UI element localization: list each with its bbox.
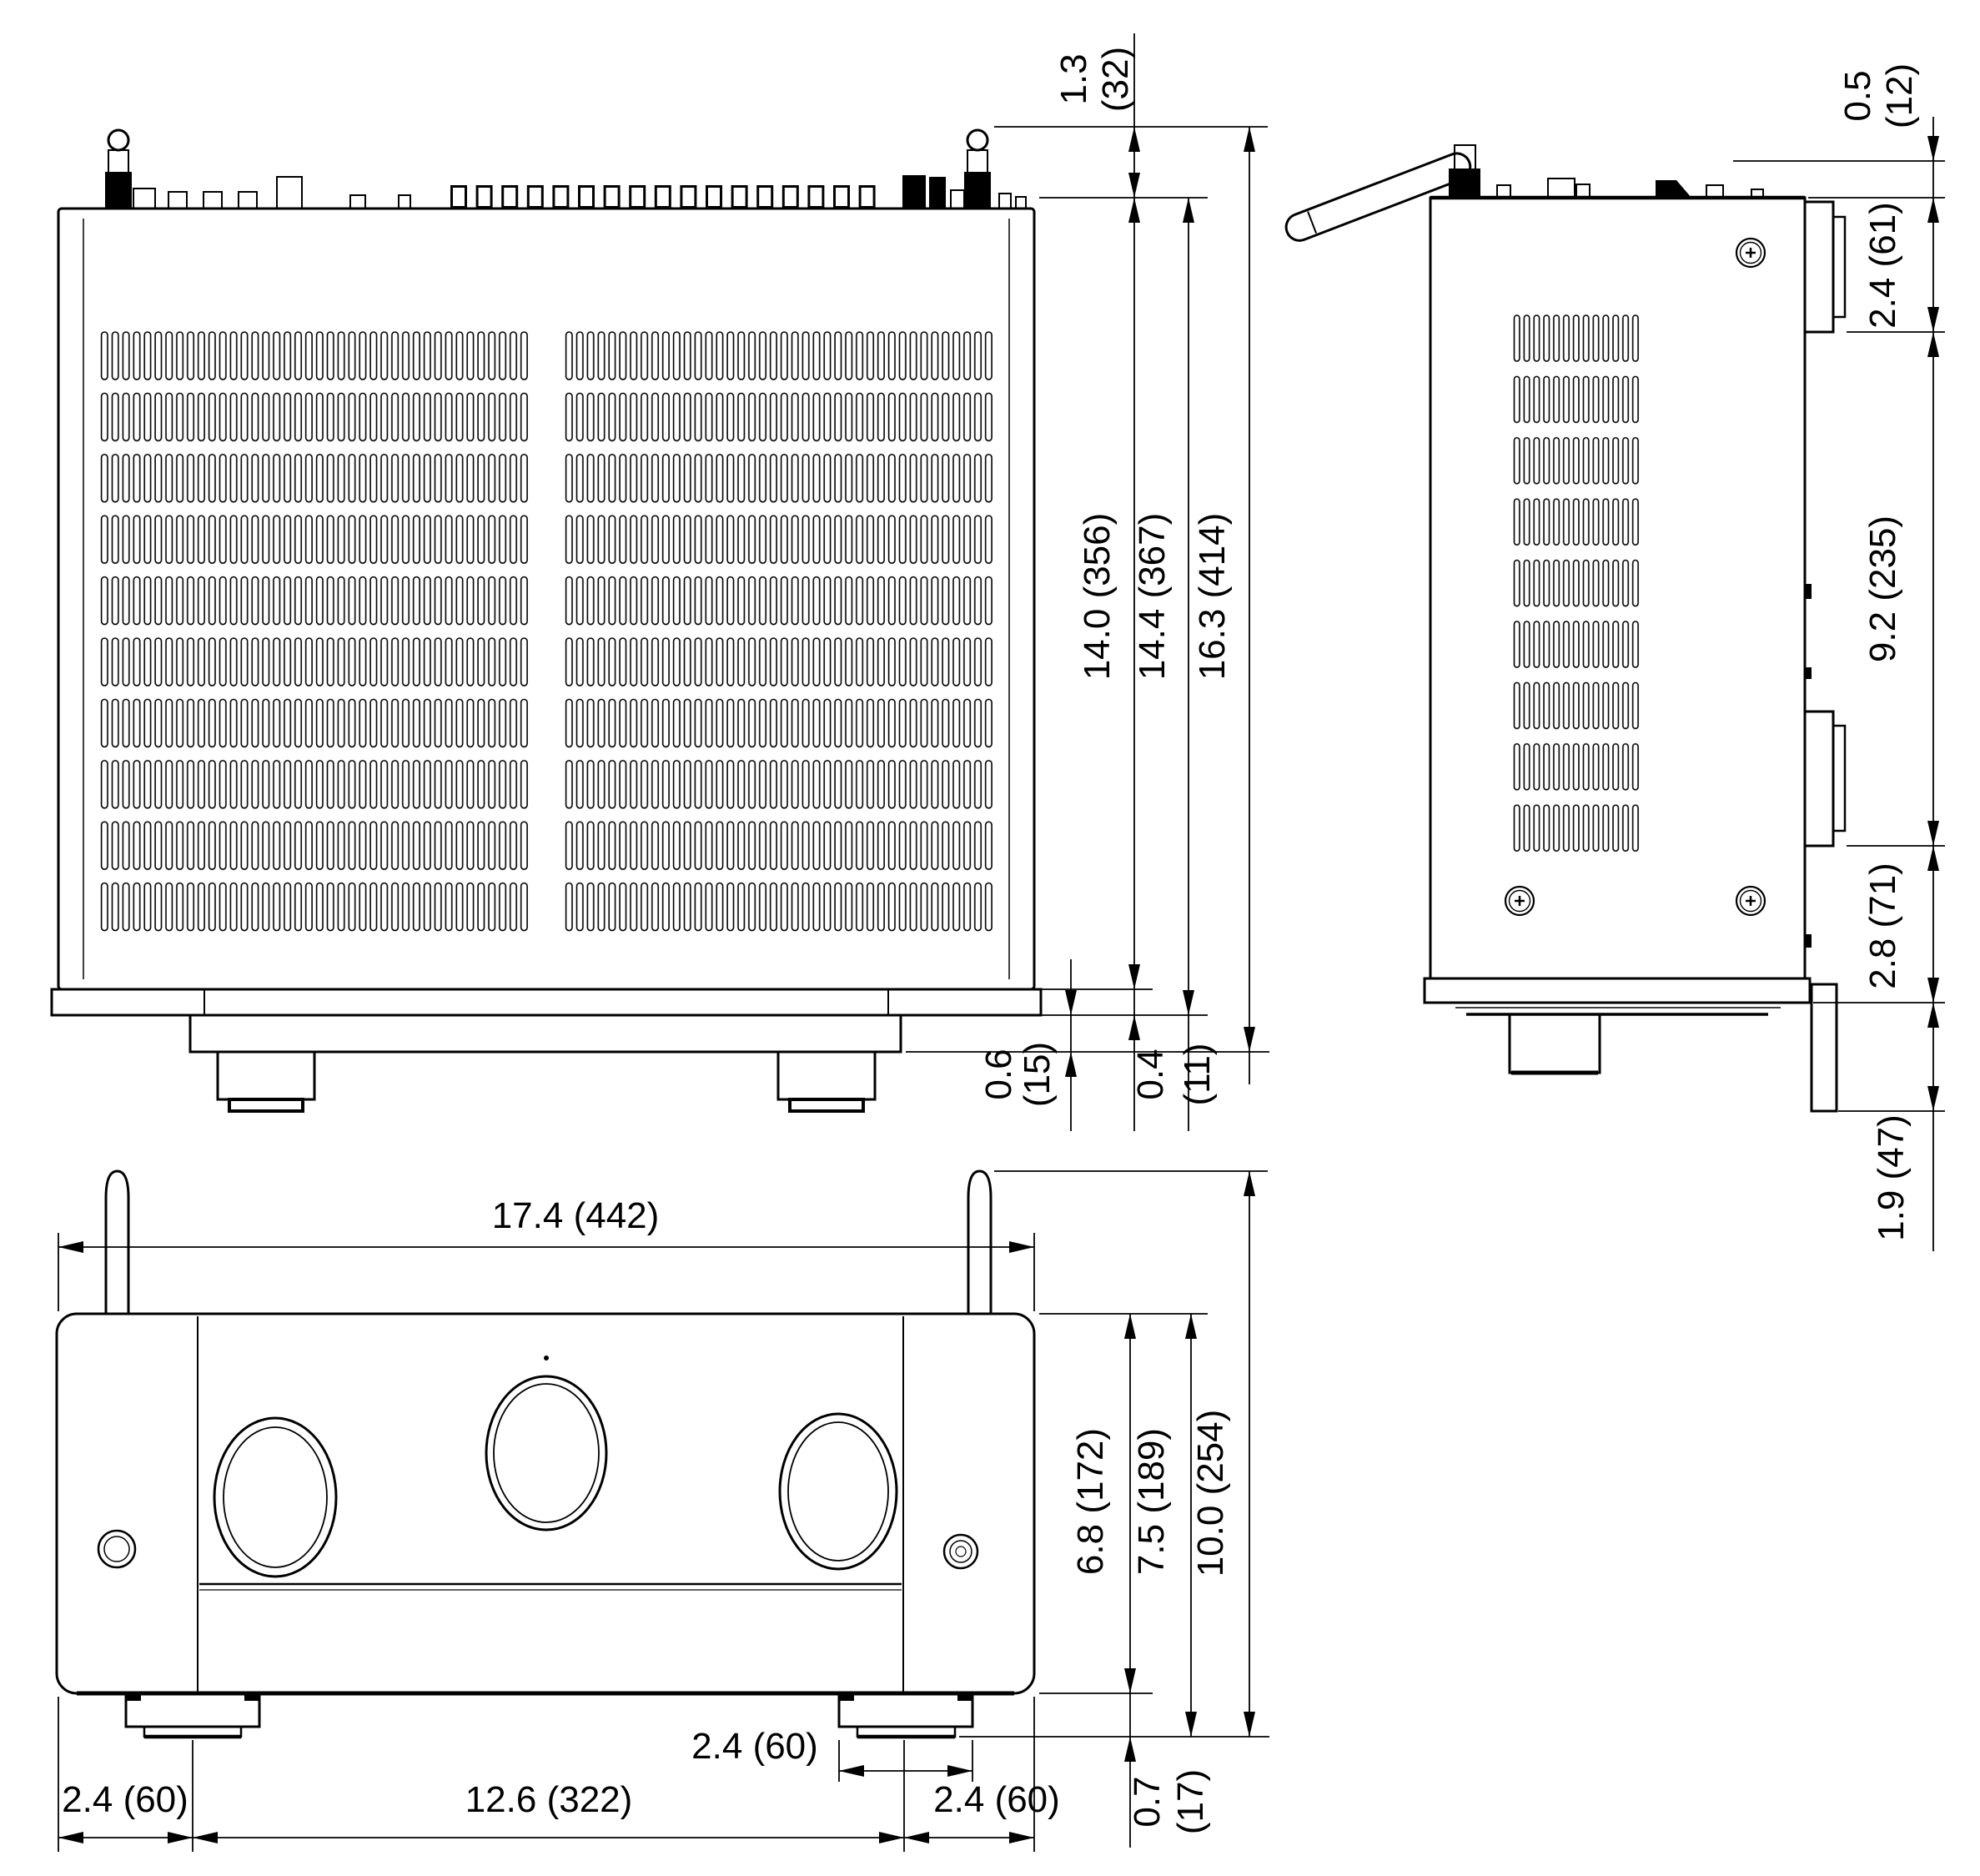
side-view-dimensions xyxy=(1733,63,1945,1251)
dim-side-rear-foot: 2.4 (61) xyxy=(1862,202,1903,329)
screw xyxy=(1505,887,1534,915)
antenna-left-top xyxy=(105,130,132,209)
top-foot-left xyxy=(218,1052,314,1111)
side-rear-foot xyxy=(1805,202,1845,332)
power-button xyxy=(98,1531,135,1567)
vent-grid-left xyxy=(99,325,530,938)
dim-front-feet-spacing: 12.6 (322) xyxy=(465,1779,633,1820)
knob-left xyxy=(214,1418,336,1577)
side-view xyxy=(1282,145,1845,1111)
dim-side-connector-mm: (12) xyxy=(1879,63,1920,129)
side-rear-connectors xyxy=(1497,179,1763,198)
antenna-right-top xyxy=(964,130,991,209)
dim-top-panel-mm: (11) xyxy=(1177,1043,1218,1106)
antenna-right-front xyxy=(968,1171,991,1314)
dim-top-overall-depth: 16.3 (414) xyxy=(1192,512,1233,681)
top-front-trim xyxy=(190,1015,901,1052)
dim-front-foot-inset-left: 2.4 (60) xyxy=(62,1779,188,1820)
front-foot-left xyxy=(126,1693,259,1737)
dim-side-connector-in: 0.5 xyxy=(1837,70,1878,122)
top-front-panel xyxy=(52,989,1041,1015)
dim-top-knob-in: 0.6 xyxy=(978,1049,1019,1100)
dim-side-front-section: 2.8 (71) xyxy=(1862,863,1903,989)
side-knob xyxy=(1510,1014,1600,1073)
front-foot-right xyxy=(839,1693,972,1737)
dim-top-panel-in: 0.4 xyxy=(1130,1049,1171,1100)
front-view xyxy=(57,1171,1034,1737)
dim-top-antenna-mm: (32) xyxy=(1095,46,1136,113)
side-front-foot xyxy=(1805,712,1845,846)
knob-right xyxy=(780,1414,897,1569)
dim-front-body-height: 6.8 (172) xyxy=(1070,1427,1111,1576)
dim-front-overall-height: 10.0 (254) xyxy=(1190,1409,1231,1577)
dim-top-body-panel-depth: 14.4 (367) xyxy=(1132,512,1173,681)
dim-front-height-with-feet: 7.5 (189) xyxy=(1131,1427,1172,1576)
top-view xyxy=(52,130,1041,1111)
front-view-dimensions xyxy=(58,1171,1269,1852)
dim-top-antenna-in: 1.3 xyxy=(1053,53,1094,105)
vent-grid-side xyxy=(1512,309,1641,860)
dim-side-front-overhang: 1.9 (47) xyxy=(1871,1114,1912,1241)
dim-front-overall-width: 17.4 (442) xyxy=(491,1195,660,1236)
dim-top-body-depth: 14.0 (356) xyxy=(1077,512,1118,681)
dim-front-foot-height-in: 0.7 xyxy=(1127,1776,1168,1828)
dim-front-foot-width: 2.4 (60) xyxy=(691,1726,818,1767)
dim-front-foot-inset-right: 2.4 (60) xyxy=(933,1779,1060,1820)
top-foot-right xyxy=(778,1052,875,1111)
dim-front-foot-height-mm: (17) xyxy=(1170,1768,1211,1835)
dim-side-feet-spacing: 9.2 (235) xyxy=(1862,515,1903,663)
side-front-panel xyxy=(1425,978,1810,1003)
screw xyxy=(1736,239,1765,267)
antenna-left-front xyxy=(106,1171,128,1314)
antenna-side xyxy=(1282,145,1480,244)
rear-connectors xyxy=(133,175,1026,209)
screw xyxy=(1736,887,1765,915)
vent-grid-right xyxy=(564,325,994,938)
dim-top-knob-mm: (15) xyxy=(1017,1041,1058,1108)
headphone-jack xyxy=(944,1535,977,1568)
knob-center xyxy=(486,1376,606,1530)
